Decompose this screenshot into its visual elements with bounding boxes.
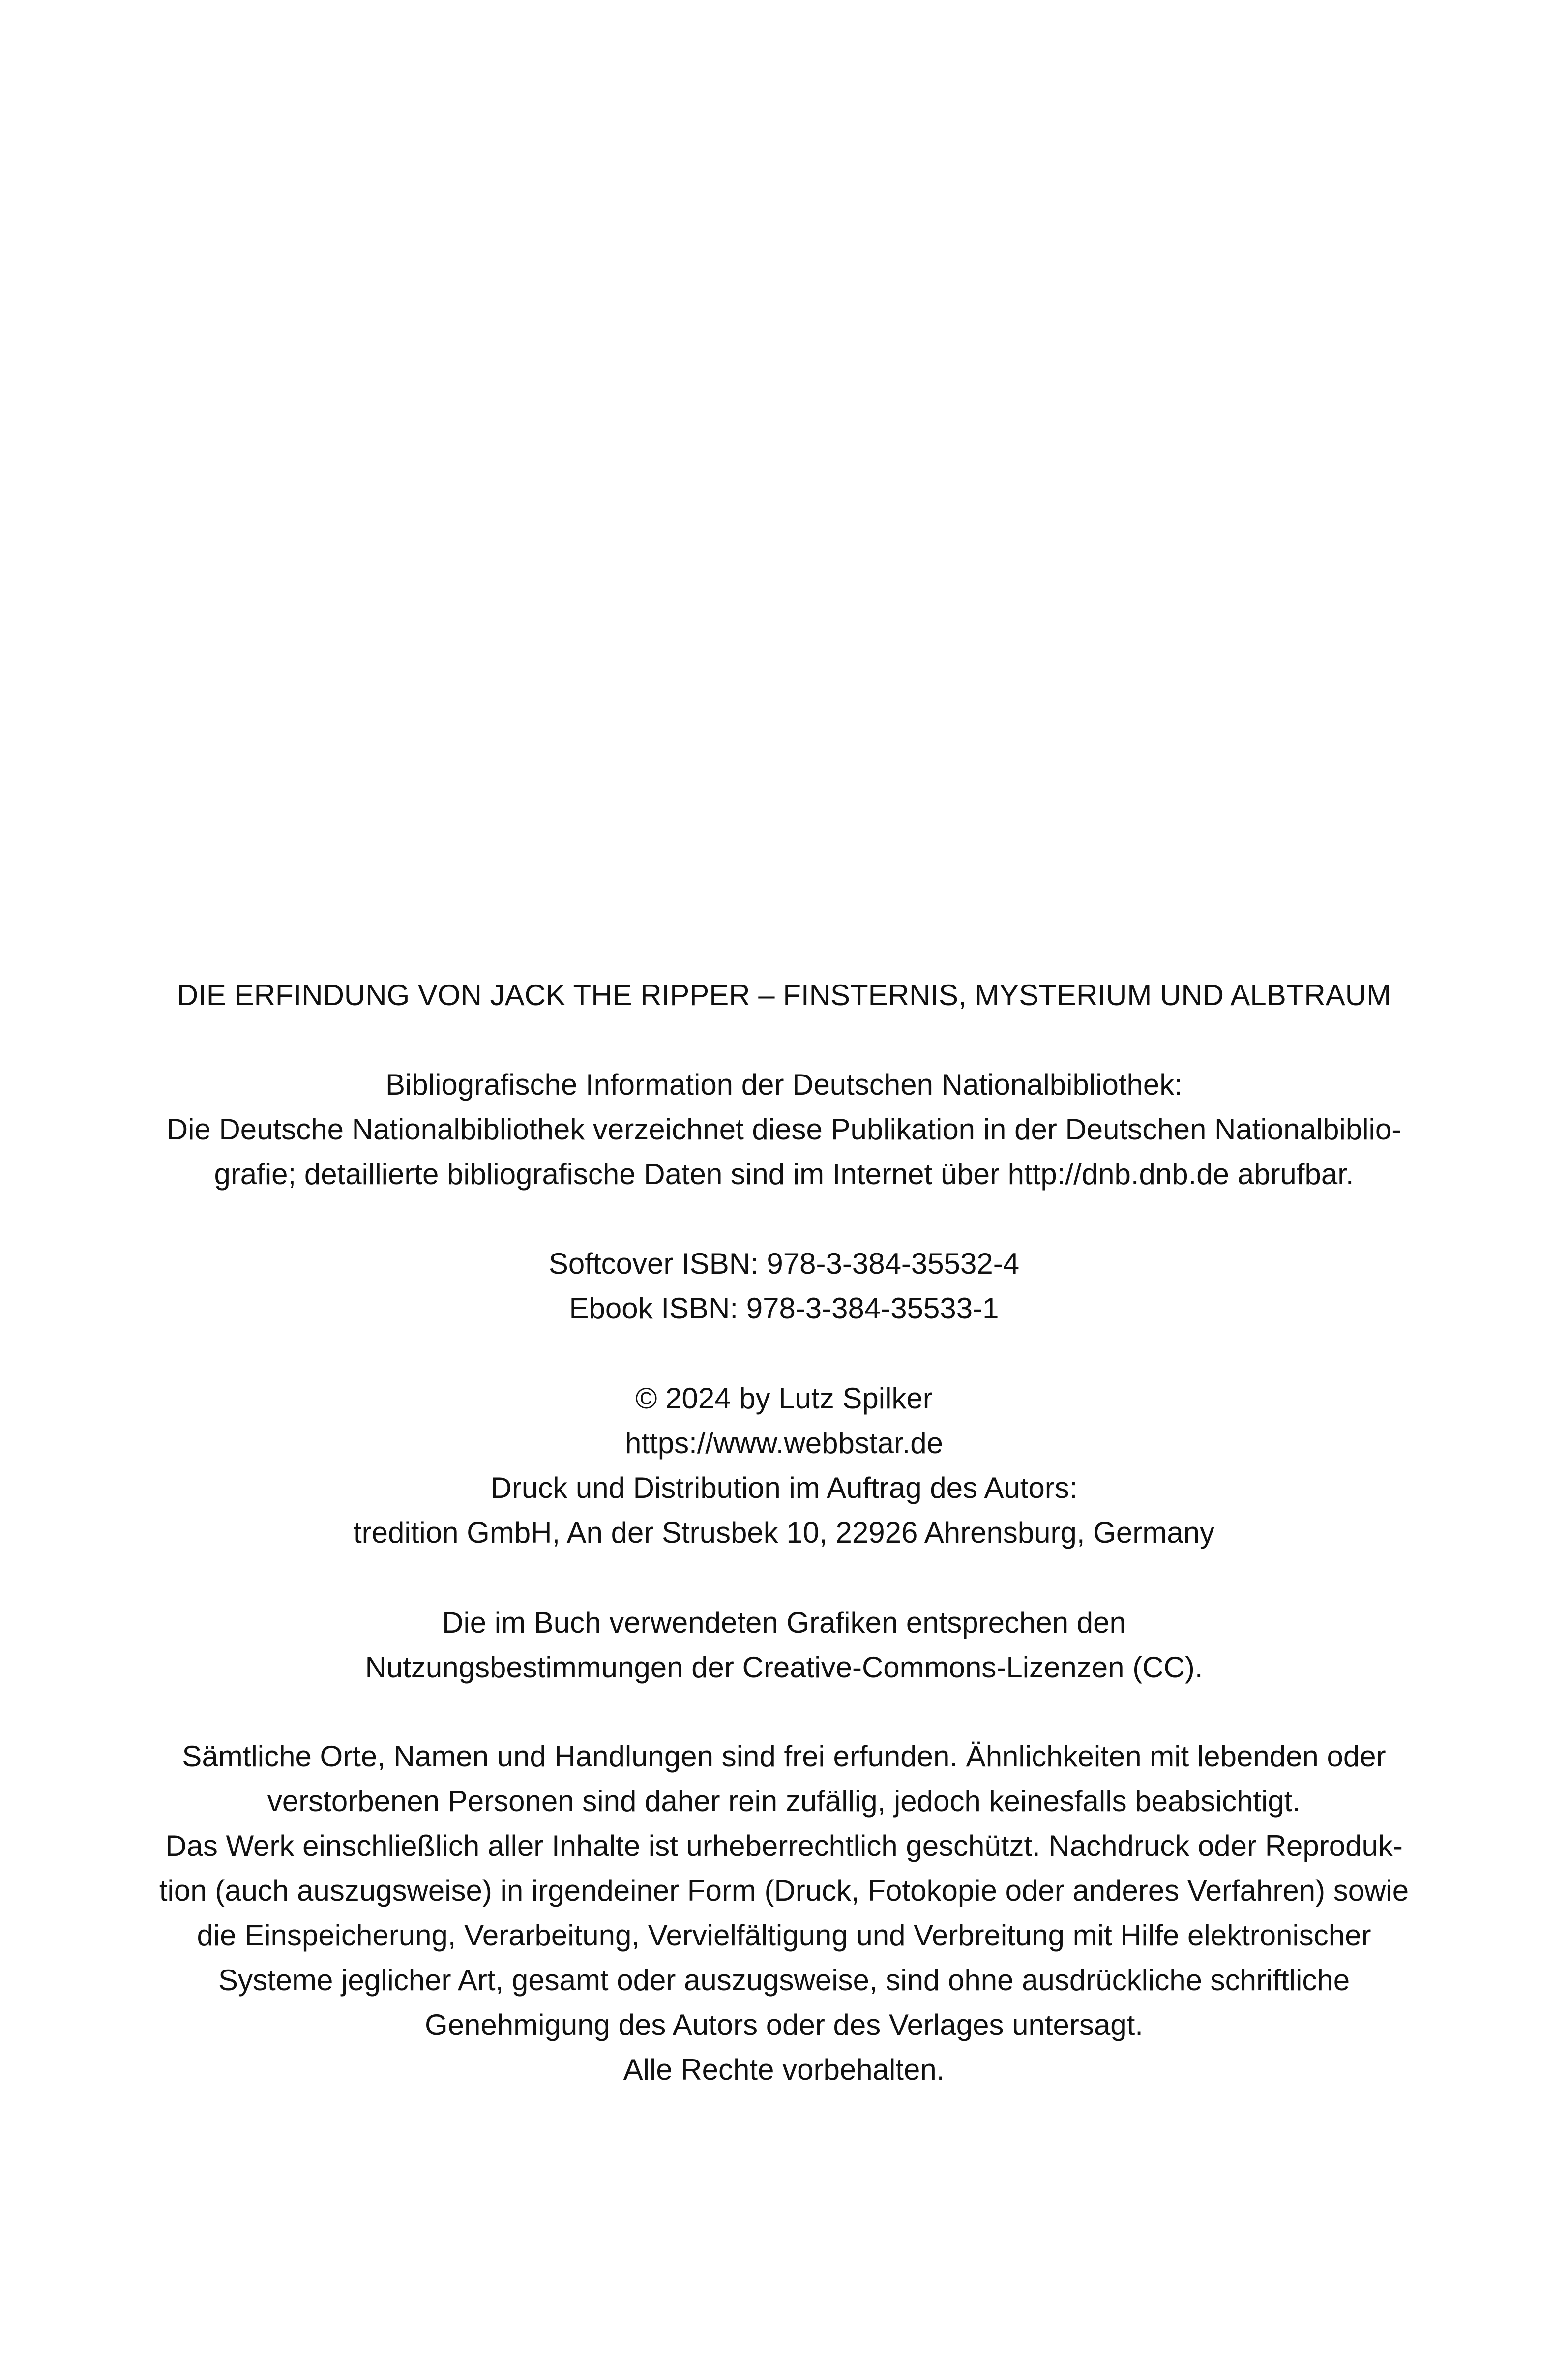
rights-reserved: Alle Rechte vorbehalten. — [623, 2053, 945, 2086]
bibliographic-line: grafie; detaillierte bibliografische Daten sind im Internet über http://dnb.dnb.de abrufbar. — [214, 1158, 1354, 1191]
bibliographic-heading: Bibliografische Information der Deutschen Nationalbibliothek: — [385, 1068, 1183, 1101]
book-title: DIE ERFINDUNG VON JACK THE RIPPER – FINSTERNIS, MYSTERIUM UND ALBTRAUM — [177, 979, 1391, 1012]
isbn-block — [0, 1241, 1568, 1331]
copyright-terms-line: Genehmigung des Autors oder des Verlages untersagt. — [425, 2008, 1143, 2041]
copyright-terms-line: tion (auch auszugsweise) in irgendeiner Form (Druck, Fotokopie oder anderes Verfahren) sowie — [159, 1874, 1409, 1907]
bibliographic-line: Die Deutsche Nationalbibliothek verzeichnet diese Publikation in der Deutschen Nationalbiblio- — [166, 1113, 1402, 1146]
publisher-address: tredition GmbH, An der Strusbek 10, 22926 Ahrensburg, Germany — [354, 1516, 1214, 1549]
ebook-isbn: Ebook ISBN: 978-3-384-35533-1 — [569, 1292, 999, 1325]
graphics-license-notice — [0, 1600, 1568, 1690]
bibliographic-information — [0, 1062, 1568, 1196]
copyright-terms-line: die Einspeicherung, Verarbeitung, Vervielfältigung und Verbreitung mit Hilfe elektronischer — [197, 1919, 1371, 1952]
copyright-terms-line: Das Werk einschließlich aller Inhalte ist urheberrechtlich geschützt. Nachdruck oder Reproduk- — [165, 1829, 1403, 1862]
legal-notice — [0, 1734, 1568, 2092]
copyright-block — [0, 1376, 1568, 1555]
fiction-disclaimer-line: verstorbenen Personen sind daher rein zufällig, jedoch keinesfalls beabsichtigt. — [267, 1785, 1301, 1818]
softcover-isbn: Softcover ISBN: 978-3-384-35532-4 — [548, 1247, 1020, 1280]
author-website: https://www.webbstar.de — [625, 1427, 943, 1460]
copyright-notice: © 2024 by Lutz Spilker — [635, 1382, 933, 1415]
print-distribution-line: Druck und Distribution im Auftrag des Autors: — [490, 1471, 1078, 1504]
graphics-notice-line: Nutzungsbestimmungen der Creative-Commons-Lizenzen (CC). — [365, 1651, 1203, 1684]
book-title-block — [0, 973, 1568, 1017]
copyright-terms-line: Systeme jeglicher Art, gesamt oder auszugsweise, sind ohne ausdrückliche schriftliche — [218, 1964, 1350, 1997]
graphics-notice-line: Die im Buch verwendeten Grafiken entsprechen den — [442, 1606, 1126, 1639]
fiction-disclaimer-line: Sämtliche Orte, Namen und Handlungen sind frei erfunden. Ähnlichkeiten mit lebenden oder — [182, 1740, 1386, 1773]
